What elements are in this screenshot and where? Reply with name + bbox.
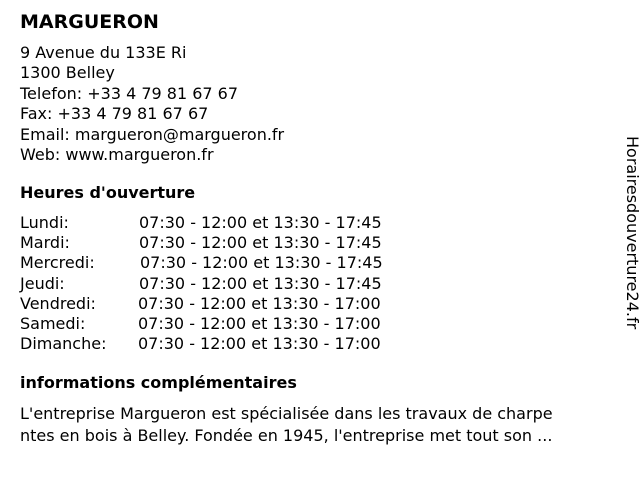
day-label: Mercredi: bbox=[20, 253, 95, 273]
description-line: L'entreprise Margueron est spécialisée dans les travaux de charpe bbox=[20, 404, 553, 423]
description-line: ntes en bois à Belley. Fondée en 1945, l'entreprise met tout son ... bbox=[20, 426, 553, 445]
phone-number: Telefon: +33 4 79 81 67 67 bbox=[20, 83, 239, 103]
hours-heading: Heures d'ouverture bbox=[20, 183, 196, 202]
address-city: 1300 Belley bbox=[20, 63, 115, 83]
email-address: Email: margueron@margueron.fr bbox=[20, 124, 285, 144]
time-range: 07:30 - 12:00 et 13:30 - 17:45 bbox=[140, 253, 383, 273]
time-range: 07:30 - 12:00 et 13:30 - 17:00 bbox=[138, 293, 381, 313]
company-description bbox=[20, 403, 553, 447]
time-range: 07:30 - 12:00 et 13:30 - 17:45 bbox=[139, 233, 382, 253]
day-label: Dimanche: bbox=[20, 334, 107, 354]
time-range: 07:30 - 12:00 et 13:30 - 17:45 bbox=[139, 213, 382, 232]
time-range: 07:30 - 12:00 et 13:30 - 17:45 bbox=[139, 273, 382, 293]
time-range: 07:30 - 12:00 et 13:30 - 17:00 bbox=[138, 334, 381, 354]
fax-number: Fax: +33 4 79 81 67 67 bbox=[20, 104, 209, 124]
address-street: 9 Avenue du 133E Ri bbox=[20, 43, 187, 62]
source-watermark: Horairesdouverture24.fr bbox=[623, 136, 642, 330]
contact-block bbox=[20, 43, 284, 165]
time-range: 07:30 - 12:00 et 13:30 - 17:00 bbox=[138, 313, 381, 333]
day-label: Mardi: bbox=[20, 233, 70, 253]
day-label: Jeudi: bbox=[20, 273, 65, 293]
website-address: Web: www.margueron.fr bbox=[20, 144, 214, 164]
day-label: Vendredi: bbox=[20, 293, 96, 313]
day-label: Samedi: bbox=[20, 313, 86, 333]
company-name: MARGUERON bbox=[20, 11, 159, 33]
day-label: Lundi: bbox=[20, 213, 69, 232]
info-heading: informations complémentaires bbox=[20, 373, 297, 392]
